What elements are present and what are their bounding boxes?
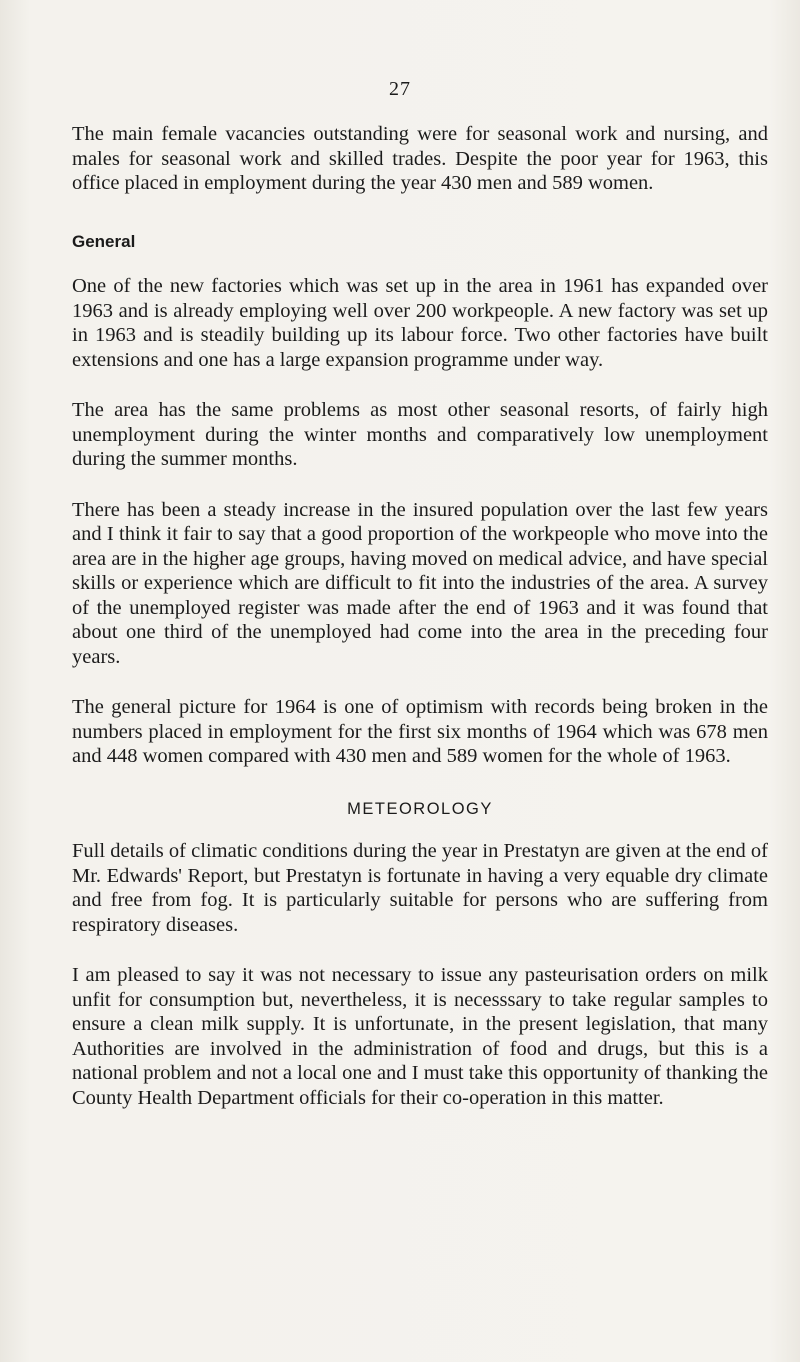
page-number: 27	[389, 78, 411, 100]
intro-paragraph: The main female vacancies outstanding were for seasonal work and nursing, and males for seasonal work and skilled trades. Despite the poor year for 1963, this office placed in employment during the year 430 men and 589 women.	[72, 123, 768, 194]
section-heading-meteorology: METEOROLOGY	[347, 799, 493, 818]
section-heading-general: General	[72, 231, 136, 251]
meteorology-paragraph-2: I am pleased to say it was not necessary to issue any pasteurisation orders on milk unfit for consumption but, nevertheless, it is necesssary to take regular samples to ensure a clean milk supply. It is unfortunate, in the present legislation, that many Authorities are involved in the administration of food and drugs, but this is a national problem and not a local one and I must take this opportunity of thanking the County Health Department officials for their co-operation in this matter.	[72, 964, 768, 1109]
meteorology-paragraph-1: Full details of climatic conditions during the year in Prestatyn are given at the end of Mr. Edwards' Report, but Prestatyn is fortunate in having a very equable dry climate and free from fog. It is particularly suitable for persons who are suffering from respiratory diseases.	[72, 840, 768, 936]
general-paragraph-3: There has been a steady increase in the insured population over the last few years and I think it fair to say that a good proportion of the workpeople who move into the area are in the higher age groups, having moved on medical advice, and have special skills or experience which are difficult to fit into the industries of the area. A survey of the unemployed register was made after the end of 1963 and it was found that about one third of the unemployed had come into the area in the preceding four years.	[72, 498, 768, 668]
document-body	[72, 122, 768, 1110]
general-paragraph-4: The general picture for 1964 is one of optimism with records being broken in the numbers placed in employment for the first six months of 1964 which was 678 men and 448 women compared with 430 men and 589 women for the whole of 1963.	[72, 696, 768, 767]
general-paragraph-1: One of the new factories which was set up in the area in 1961 has expanded over 1963 and is already employing well over 200 workpeople. A new factory was set up in 1963 and is steadily building up its labour force. Two other factories have built extensions and one has a large expansion programme under way.	[72, 275, 768, 371]
general-paragraph-2: The area has the same problems as most other seasonal resorts, of fairly high unemployment during the winter months and comparatively low unemployment during the summer months.	[72, 399, 768, 470]
